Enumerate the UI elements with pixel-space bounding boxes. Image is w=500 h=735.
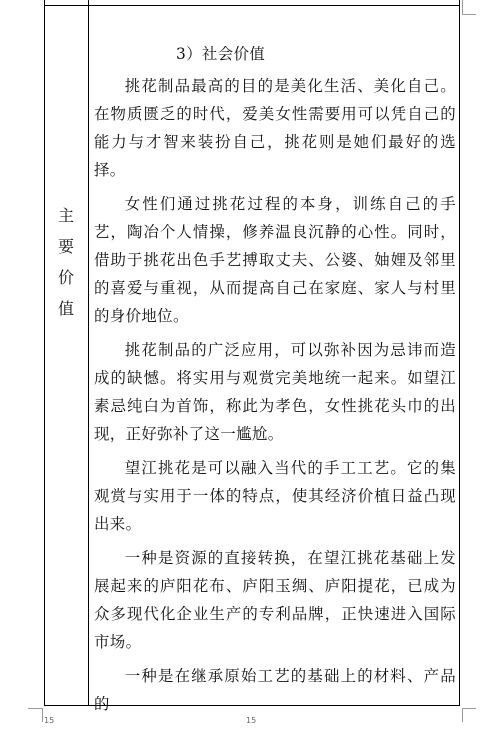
table-column-divider: [88, 0, 89, 705]
paragraph: 望江挑花是可以融入当代的手工工艺。它的集观赏与实用于一体的特点，使其经济价植日益凸现出来。: [94, 459, 456, 533]
footer-page-number-center: 15: [246, 716, 257, 725]
row-label-char: 要: [57, 237, 74, 256]
row-label-char: 值: [57, 299, 74, 318]
cell-content: [94, 40, 456, 724]
corner-mark-bottom-left-v: [42, 708, 43, 722]
corner-mark-top-right-v: [462, 0, 463, 14]
row-label-char: 主: [57, 206, 74, 225]
table-top-border: [44, 5, 460, 6]
table-left-border: [44, 0, 45, 705]
corner-mark-bottom-right: [462, 708, 476, 709]
paragraph: 一种是在继承原始工艺的基础上的材料、产品的: [94, 667, 456, 713]
paragraph: 挑花制品的广泛应用，可以弥补因为忌讳而造成的缺憾。将实用与观赏完美地统一起来。如望江素忌纯白为首饰，称此为孝色，女性挑花头巾的出现，正好弥补了这一尴尬。: [94, 341, 456, 443]
paragraph: 挑花制品最高的目的是美化生活、美化自己。在物质匮乏的时代，爱美女性需要用可以凭自己的能力与才智来装扮自己，挑花则是她们最好的选择。: [94, 77, 456, 179]
row-label-char: 价: [57, 268, 74, 287]
corner-mark-top-right: [462, 14, 476, 15]
footer-page-number-left: 15: [44, 716, 55, 725]
corner-mark-bottom-left: [28, 708, 42, 709]
section-heading: 3）社会价值: [176, 45, 266, 63]
row-label: [52, 200, 80, 324]
paragraph: 女性们通过挑花过程的本身，训练自己的手艺，陶冶个人情操，修养温良沉静的心性。同时，借助于挑花出色手艺搏取丈夫、公婆、妯娌及邻里的喜爱与重视，从而提高自己在家庭、家人与村里的身价地位。: [94, 195, 456, 325]
corner-mark-bottom-right-v: [462, 708, 463, 722]
paragraph: 一种是资源的直接转换，在望江挑花基础上发展起来的庐阳花布、庐阳玉绸、庐阳提花，已成为众多现代化企业生产的专利品牌，正快速进入国际市场。: [94, 549, 456, 651]
table-right-border: [459, 0, 460, 705]
